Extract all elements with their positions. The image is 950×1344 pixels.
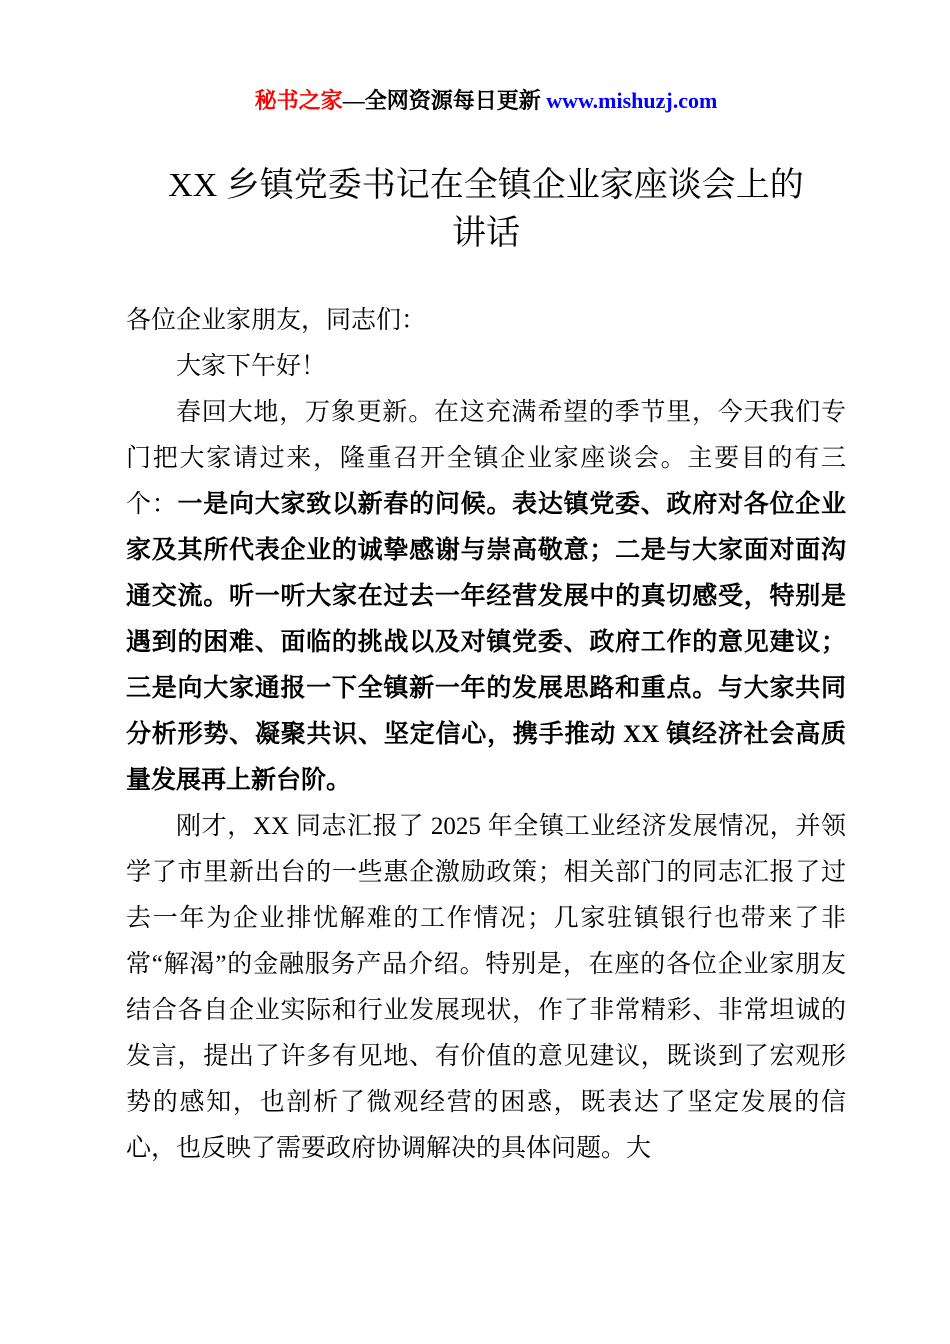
document-title-line-1: XX 乡镇党委书记在全镇企业家座谈会上的 xyxy=(168,167,804,204)
document-body xyxy=(126,298,846,1172)
paragraph-salutation: 各位企业家朋友，同志们： xyxy=(126,307,427,334)
paragraph-greeting: 大家下午好！ xyxy=(176,353,327,380)
paragraph-opening-normal-run: 春回大地，万象更新。在这充满希望的季节里，今天我们专门把大家请过来，隆重召开全镇企业家座谈会。主要目的有三个： xyxy=(126,399,846,518)
site-url-link[interactable]: www.mishuzj.com xyxy=(546,88,718,113)
document-title xyxy=(126,162,846,258)
paragraph-opening xyxy=(126,390,846,804)
paragraph-report-summary: 刚才，XX 同志汇报了 2025 年全镇工业经济发展情况，并领学了市里新出台的一些惠企激励政策；相关部门的同志汇报了过去一年为企业排忧解难的工作情况；几家驻镇银行也带来了非常“解渴”的金融服务产品介绍。特别是，在座的各位企业家朋友结合各自企业实际和行业发展现状，作了非常精彩、非常坦诚的发言，提出了许多有见地、有价值的意见建议，既谈到了宏观形势的感知，也剖析了微观经营的困惑，既表达了坚定发展的信心，也反映了需要政府协调解决的具体问题。大 xyxy=(126,813,846,1162)
site-header xyxy=(126,86,846,116)
paragraph-opening-bold-run: 一是向大家致以新春的问候。表达镇党委、政府对各位企业家及其所代表企业的诚挚感谢与崇高敬意；二是与大家面对面沟通交流。听一听大家在过去一年经营发展中的真切感受，特别是遇到的困难、面临的挑战以及对镇党委、政府工作的意见建议；三是向大家通报一下全镇新一年的发展思路和重点。与大家共同分析形势、凝聚共识、坚定信心，携手推动 XX 镇经济社会高质量发展再上新台阶。 xyxy=(126,491,846,794)
document-title-line-2: 讲话 xyxy=(452,215,520,252)
site-tagline: —全网资源每日更新 xyxy=(342,88,547,113)
site-brand: 秘书之家 xyxy=(254,88,343,113)
